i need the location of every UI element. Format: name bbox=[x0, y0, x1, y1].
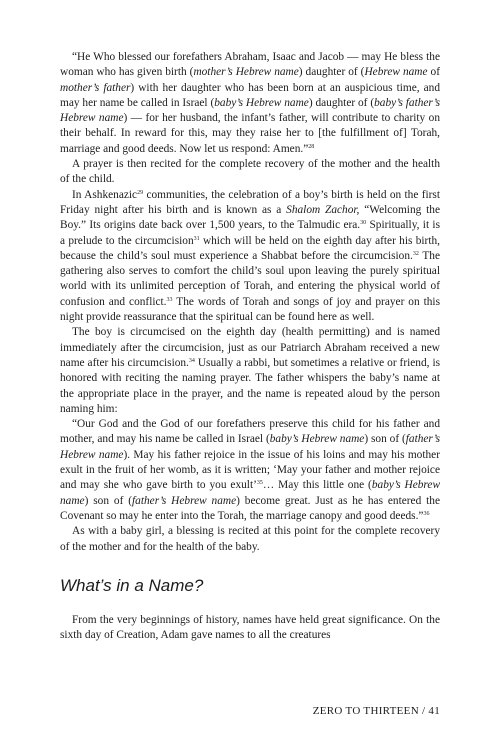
footnote-ref[interactable]: 31 bbox=[193, 235, 200, 242]
paragraph-circumcision: The boy is circumcised on the eighth day (health permitting) and is named immediately after the circumcision, just as our Patriarch Abraham received a new name after his circumcision.$^{34}$ Usually a rabbi, but sometimes a relative or friend, is honored with reciting the naming prayer. The father whispers the baby’s name at the appropriate place in the prayer, and the name is repeated aloud by the person naming him: bbox=[60, 326, 441, 415]
paragraph-recovery-prayer: A prayer is then recited for the complete recovery of the mother and the health of the child. bbox=[60, 158, 440, 186]
paragraph-baby-blessing: As with a baby girl, a blessing is recited at this point for the complete recovery of the mother and for the health of the baby. bbox=[60, 525, 440, 553]
page-body bbox=[60, 50, 440, 643]
paragraph-shalom-zachor: In Ashkenazic$^{29}$ communities, the celebration of a boy’s birth is held on the first Friday night after his birth and is known as a Shalom Zachor, “Welcoming the Boy.” Its origins date back over 1,500 years, to the Talmudic era.$^{30}$ Spiritually, it is a prelude to the circumcision$^{31}$ which will be held on the eighth day after his birth, because the child’s soul must experience a Shabbat before the circumcision.$^{32}$ The gathering also serves to comfort the child’s soul upon leaving the purely spiritual world with its unlimited perception of Torah, and entering the physical world of confusion and conflict.$^{33}$ The words of Torah and songs of joy and prayer on this night provide reassurance that the spiritual can be found here as well. bbox=[60, 188, 441, 324]
footnote-ref[interactable]: 32 bbox=[412, 250, 419, 257]
footnote-ref[interactable]: 28 bbox=[308, 143, 315, 150]
footnote-ref[interactable]: 36 bbox=[423, 510, 430, 517]
footnote-ref[interactable]: 34 bbox=[188, 357, 195, 364]
paragraph-boy-naming-prayer: “Our God and the God of our forefathers preserve this child for his father and mother, and may his name be called in Israel (baby’s Hebrew name) son of (father’s Hebrew name). May his father rejoice in the issue of his loins and may his mother exult in the fruit of her womb, as it is written; ‘May your father and mother rejoice and may she who gave birth to you exult’$^{35}$… May this little one (baby’s Hebrew name) son of (father’s Hebrew name) become great. Just as he has entered the Covenant so may he enter into the Torah, the marriage canopy and good deeds.”$^{36}$ bbox=[60, 418, 441, 522]
footnote-ref[interactable]: 35 bbox=[256, 480, 263, 487]
footnote-ref[interactable]: 33 bbox=[166, 296, 173, 303]
paragraph-names-history: From the very beginnings of history, names have held great significance. On the sixth day of Creation, Adam gave names to all the creatures bbox=[60, 613, 440, 642]
section-heading: What’s in a Name? bbox=[60, 575, 204, 595]
footnote-ref[interactable]: 29 bbox=[137, 189, 144, 196]
paragraph-girl-naming-prayer: “He Who blessed our forefathers Abraham, Isaac and Jacob — may He bless the woman who has given birth (mother’s Hebrew name) daughter of (Hebrew name of mother’s father) with her daughter who has been born at an auspicious time, and may her name be called in Israel (baby’s Hebrew name) daughter of (baby’s father’s Hebrew name) — for her husband, the infant’s father, will contribute to charity on their behalf. In reward for this, may they raise her to [the fulfillment of] Torah, marriage and good deeds. Now let us respond: Amen.”$^{28}$ bbox=[60, 51, 441, 155]
page-footer-folio: ZERO TO THIRTEEN / 41 bbox=[312, 705, 440, 717]
footnote-ref[interactable]: 30 bbox=[360, 220, 367, 227]
